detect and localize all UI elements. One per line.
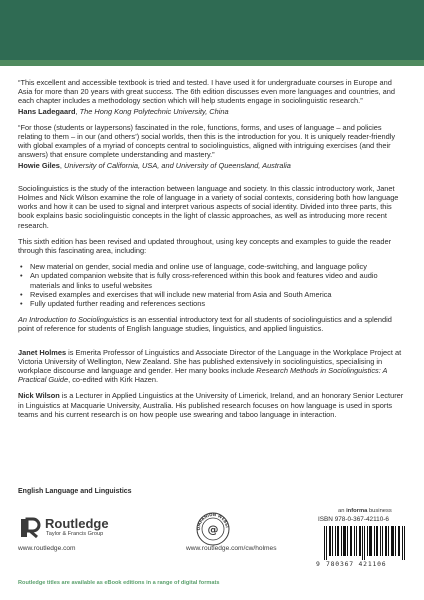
companion-website bbox=[186, 512, 306, 562]
feature-item: • Fully updated further reading and references sections bbox=[18, 299, 406, 308]
header-band bbox=[0, 0, 424, 60]
reviewer-affiliation: The Hong Kong Polytechnic University, China bbox=[79, 106, 229, 116]
book-title: An Introduction to Sociolinguistics bbox=[18, 315, 129, 325]
back-cover-text bbox=[18, 78, 406, 426]
author-name: Janet Holmes bbox=[18, 347, 67, 357]
informa-tagline bbox=[338, 508, 392, 514]
routledge-mark-icon bbox=[18, 516, 42, 540]
author-bio-text-end: , co-edited with Kirk Hazen. bbox=[68, 375, 159, 385]
informa-suffix: business bbox=[367, 508, 392, 514]
publisher-name: Routledge bbox=[45, 516, 109, 531]
author-name: Nick Wilson bbox=[18, 391, 60, 401]
companion-url: www.routledge.com/cw/holmes bbox=[186, 545, 277, 552]
companion-website-badge-icon bbox=[196, 512, 230, 546]
header-stripe bbox=[0, 60, 424, 66]
review-quote-2: “For those (students or laypersons) fascinated in the role, functions, forms, and uses of language – and policies relating to them – in our (and others’) social worlds, then this is the introduction for you. It is uniquely reader-friendly with global examples of a myriad of concepts central to sociolinguistics, aligned with intriguing exercises (and their answers) that ensure complete understanding and mastery.” bbox=[18, 122, 396, 160]
author-bio-text: is a Lecturer in Applied Linguistics at the University of Limerick, Ireland, and an honorary Senior Lecturer in Linguistics at Macquarie University, Australia. His published research focuses on how language is used in sports teams and his current research is on how people use swearing and taboo language in interaction. bbox=[18, 391, 404, 419]
publisher-url: www.routledge.com bbox=[18, 545, 76, 552]
feature-list bbox=[18, 262, 406, 308]
isbn-barcode bbox=[314, 516, 408, 570]
reviewer-name: Hans Ladegaard bbox=[18, 106, 76, 116]
subject-category: English Language and Linguistics bbox=[18, 488, 132, 495]
description-paragraph-3-text: is an essential introductory text for all students of sociolinguistics and a splendid point of reference for students of English language studies, linguistics, and applied linguistics. bbox=[18, 315, 392, 334]
reviewer-name: Howie Giles bbox=[18, 160, 60, 170]
barcode-lead-digit: 9 bbox=[316, 560, 320, 568]
feature-item: • New material on gender, social media and online use of language, code-switching, and language policy bbox=[18, 262, 406, 271]
author-bio-holmes bbox=[18, 348, 406, 385]
svg-text:@: @ bbox=[207, 523, 219, 536]
description-paragraph-1: Sociolinguistics is the study of the interaction between language and society. In this classic introductory work, Janet Holmes and Nick Wilson examine the role of language in a variety of social contexts, considering both how language works and how it can be used to signal and interpret various aspects of social identity. Divided into three parts, this book explains basic sociolinguistic concepts in the light of classic approaches, as well as introducing more recent research. bbox=[18, 183, 399, 230]
ebook-note: Routledge titles are available as eBook editions in a range of digital formats bbox=[18, 580, 220, 586]
informa-prefix: an bbox=[338, 508, 347, 514]
publisher-group: Taylor & Francis Group bbox=[46, 531, 104, 537]
author-bio-text: is Emerita Professor of Linguistics and Associate Director of the Language in the Workplace Project at Victoria University of Wellington, New Zealand. She has published extensively in sociolinguistics, specialising in workplace discourse and language and gender. Her many books include bbox=[18, 347, 402, 376]
review-quote-1: “This excellent and accessible textbook is tried and tested. I have used it for undergraduate courses in Europe and Asia for more than 20 years with great success. The 6th edition discusses even more languages and countries, and each chapter includes a methodology section which will help students engage in sociolinguistic research.” bbox=[18, 78, 395, 106]
companion-badge-text: OMPANION WEBSI bbox=[196, 512, 230, 531]
feature-item: • An updated companion website that is fully cross-referenced within this book and features video and audio materials and links to useful websites bbox=[18, 271, 406, 289]
author-book-title: Research Methods in Sociolinguistics: A Practical Guide bbox=[18, 366, 388, 385]
feature-item: • Revised examples and exercises that will include new material from Asia and South America bbox=[18, 290, 406, 299]
description-paragraph-2: This sixth edition has been revised and updated throughout, using key concepts and examples to guide the reader through this fascinating area, including: bbox=[18, 236, 392, 256]
review-attribution-1: Hans Ladegaard, The Hong Kong Polytechnic University, China bbox=[18, 106, 229, 116]
isbn-label: ISBN 978-0-367-42110-6 bbox=[318, 516, 389, 523]
barcode-icon bbox=[324, 526, 406, 560]
barcode-digits: 780367 421106 bbox=[326, 560, 387, 568]
description-paragraph-3 bbox=[18, 315, 406, 333]
informa-brand: informa bbox=[346, 508, 368, 514]
publisher-logo bbox=[18, 514, 168, 554]
reviewer-affiliation: University of California, USA, and University of Queensland, Australia bbox=[64, 160, 291, 170]
review-attribution-2: Howie Giles, University of California, USA, and University of Queensland, Australia bbox=[18, 160, 291, 170]
author-bio-wilson bbox=[18, 391, 406, 419]
